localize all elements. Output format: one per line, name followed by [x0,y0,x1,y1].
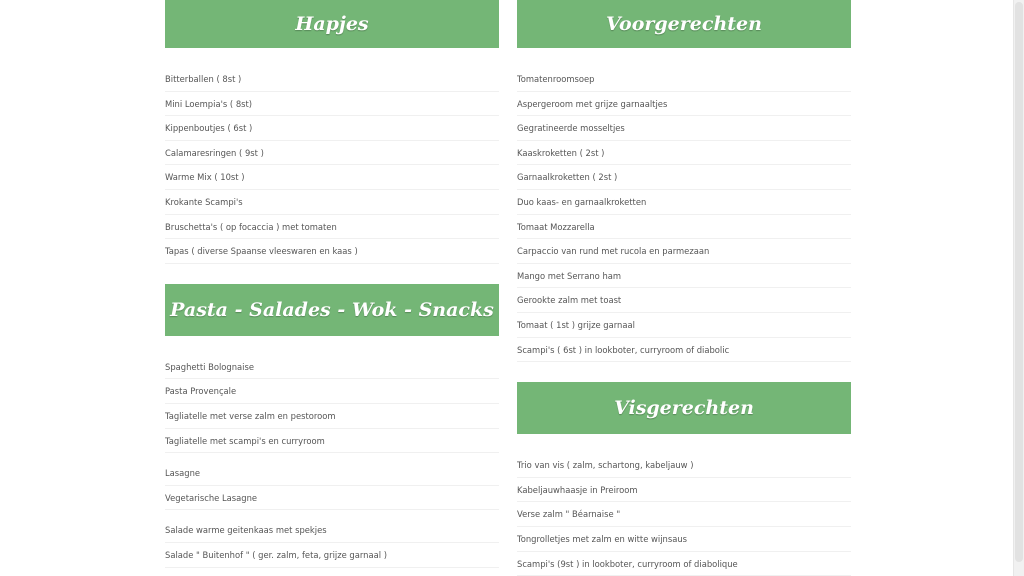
menu-item: Gerookte zalm met toast [517,288,851,313]
menu-item: Kippenboutjes ( 6st ) [165,116,499,141]
menu-item: Bitterballen ( 8st ) [165,67,499,92]
menu-item: Kabeljauwhaasje in Preiroom [517,478,851,503]
menu-list-pasta [165,355,499,568]
menu-item: Duo kaas- en garnaalkroketten [517,190,851,215]
menu-item: Scampi's ( 6st ) in lookboter, curryroom of diabolic [517,338,851,363]
section-hapjes [165,0,499,264]
menu-item: Bruschetta's ( op focaccia ) met tomaten [165,215,499,240]
menu-item: Mini Loempia's ( 8st) [165,92,499,117]
menu-item: Salade " Buitenhof " ( ger. zalm, feta, grijze garnaal ) [165,543,499,568]
menu-item: Salade warme geitenkaas met spekjes [165,518,499,543]
menu-item: Tomaat ( 1st ) grijze garnaal [517,313,851,338]
menu-item: Spaghetti Bolognaise [165,355,499,380]
section-header-pasta: Pasta - Salades - Wok - Snacks [165,284,499,336]
menu-item: Aspergeroom met grijze garnaaltjes [517,92,851,117]
menu-item: Vegetarische Lasagne [165,486,499,511]
menu-item: Carpaccio van rund met rucola en parmezaan [517,239,851,264]
menu-item: Tapas ( diverse Spaanse vleeswaren en kaas ) [165,239,499,264]
menu-item: Lasagne [165,461,499,486]
section-visgerechten [517,382,851,576]
menu-item: Tagliatelle met scampi's en curryroom [165,429,499,454]
section-header-visgerechten: Visgerechten [517,382,851,434]
menu-item: Tongrolletjes met zalm en witte wijnsaus [517,527,851,552]
menu-item: Verse zalm " Béarnaise " [517,502,851,527]
section-header-voorgerechten: Voorgerechten [517,0,851,48]
menu-item: Pasta Provençale [165,379,499,404]
vertical-scrollbar[interactable] [1013,0,1024,576]
menu-item: Gegratineerde mosseltjes [517,116,851,141]
menu-list-visgerechten [517,453,851,576]
menu-item: Kaaskroketten ( 2st ) [517,141,851,166]
right-menu-column [517,0,851,576]
menu-item: Scampi's (9st ) in lookboter, curryroom of diabolique [517,552,851,576]
menu-item: Calamaresringen ( 9st ) [165,141,499,166]
menu-item: Trio van vis ( zalm, schartong, kabeljauw ) [517,453,851,478]
section-voorgerechten [517,0,851,362]
menu-item: Tomaat Mozzarella [517,215,851,240]
menu-item: Krokante Scampi's [165,190,499,215]
menu-item: Garnaalkroketten ( 2st ) [517,165,851,190]
left-menu-column [165,0,499,568]
section-header-hapjes: Hapjes [165,0,499,48]
menu-item: Tomatenroomsoep [517,67,851,92]
scrollbar-thumb[interactable] [1015,2,1023,562]
menu-list-hapjes [165,67,499,264]
menu-item: Tagliatelle met verse zalm en pestoroom [165,404,499,429]
section-pasta [165,284,499,568]
menu-item: Warme Mix ( 10st ) [165,165,499,190]
menu-item: Mango met Serrano ham [517,264,851,289]
menu-list-voorgerechten [517,67,851,362]
